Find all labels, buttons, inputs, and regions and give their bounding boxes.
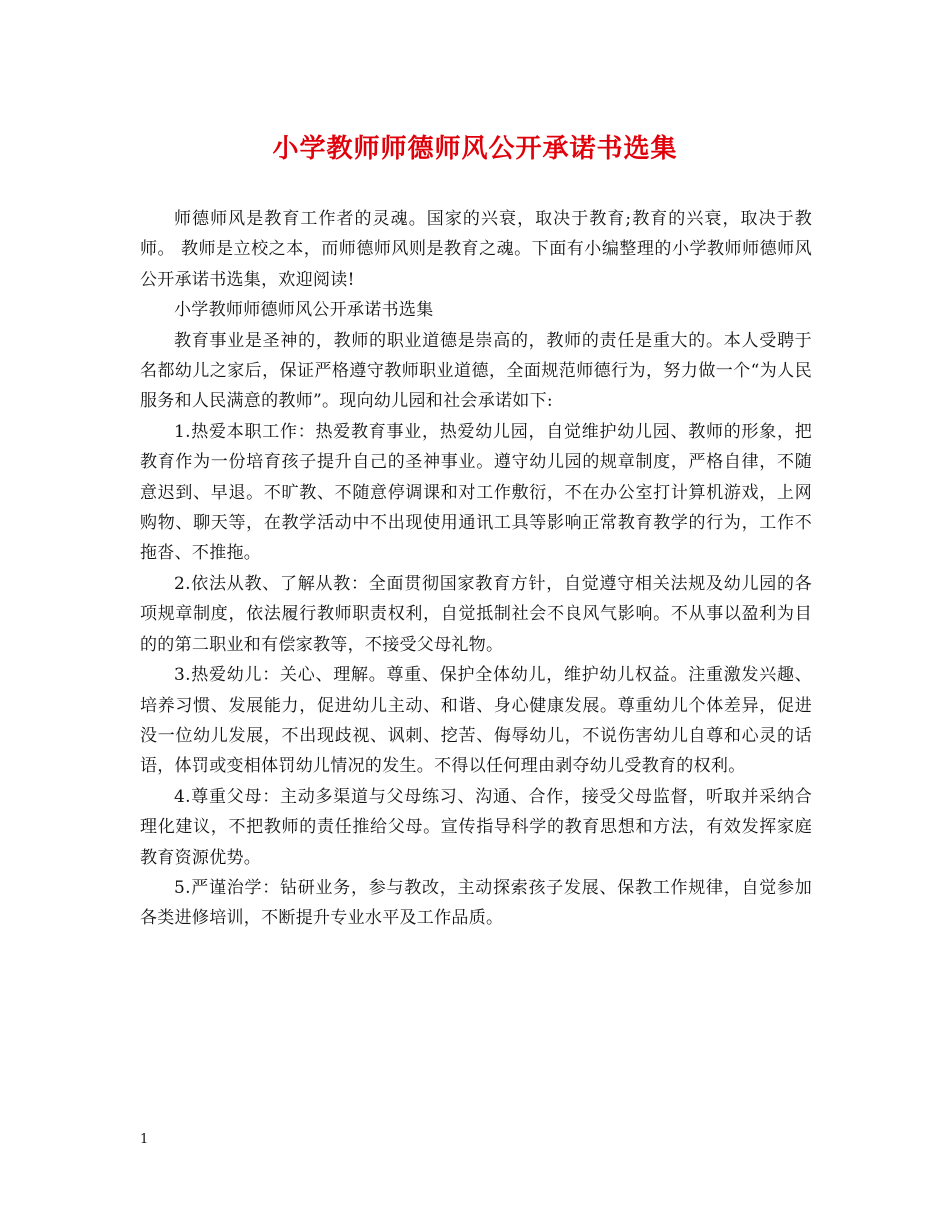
pledge-item-1: 1.热爱本职工作：热爱教育事业，热爱幼儿园，自觉维护幼儿园、教师的形象，把教育作为一份培育孩子提升自己的圣神事业。遵守幼儿园的规章制度，严格自律，不随意迟到、早退。不旷教、不随意停调课和对工作敷衍，不在办公室打计算机游戏，上网购物、聊天等，在教学活动中不出现使用通讯工具等影响正常教育教学的行为，工作不拖沓、不推拖。: [140, 421, 812, 564]
pledge-item-5: 5.严谨治学：钻研业务，参与教改，主动探索孩子发展、保教工作规律，自觉参加各类进修培训，不断提升专业水平及工作品质。: [140, 877, 812, 929]
section-heading: 小学教师师德师风公开承诺书选集: [174, 300, 434, 321]
pledge-item-3: 3.热爱幼儿：关心、理解。尊重、保护全体幼儿，维护幼儿权益。注重激发兴趣、培养习惯、发展能力，促进幼儿主动、和谐、身心健康发展。尊重幼儿个体差异，促进没一位幼儿发展，不出现歧视、讽刺、挖苦、侮辱幼儿，不说伤害幼儿自尊和心灵的话语，体罚或变相体罚幼儿情况的发生。不得以任何理由剥夺幼儿受教育的权利。: [140, 665, 812, 777]
pledge-item-4: 4.尊重父母：主动多渠道与父母练习、沟通、合作，接受父母监督，听取并采纳合理化建议，不把教师的责任推给父母。宣传指导科学的教育思想和方法，有效发挥家庭教育资源优势。: [140, 786, 812, 868]
page-number: 1: [140, 1132, 149, 1147]
pledge-intro-paragraph: 教育事业是圣神的，教师的职业道德是崇高的，教师的责任是重大的。本人受聘于名都幼儿之家后，保证严格遵守教师职业道德，全面规范师德行为，努力做一个“为人民服务和人民满意的教师”。现向幼儿园和社会承诺如下:: [140, 330, 812, 412]
pledge-item-2: 2.依法从教、了解从教：全面贯彻国家教育方针，自觉遵守相关法规及幼儿园的各项规章制度，依法履行教师职责权利，自觉抵制社会不良风气影响。不从事以盈利为目的的第二职业和有偿家教等，不接受父母礼物。: [140, 573, 812, 655]
document-title: 小学教师师德师风公开承诺书选集: [272, 134, 678, 164]
intro-paragraph: 师德师风是教育工作者的灵魂。国家的兴衰，取决于教育;教育的兴衰，取决于教师。 教师是立校之本，而师德师风则是教育之魂。下面有小编整理的小学教师师德师风公开承诺书选集，欢迎阅读!: [140, 209, 812, 290]
document-body: [140, 204, 812, 934]
